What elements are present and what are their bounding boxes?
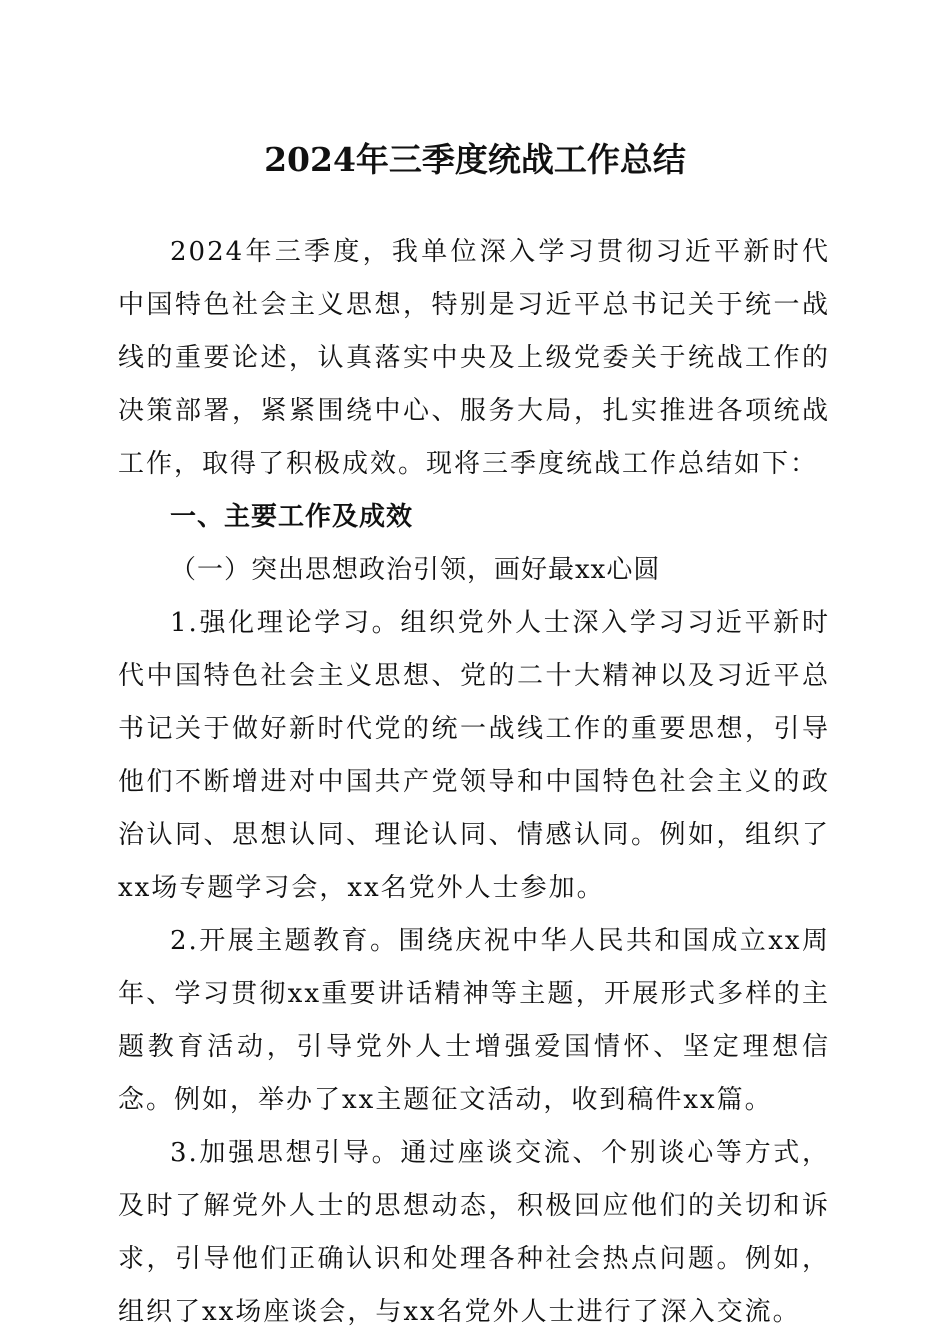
intro-paragraph: 2024年三季度，我单位深入学习贯彻习近平新时代中国特色社会主义思想，特别是习近平总书记关于统一战线的重要论述，认真落实中央及上级党委关于统战工作的决策部署，紧紧围绕中心、服务大局，扎实推进各项统战工作，取得了积极成效。现将三季度统战工作总结如下： — [118, 237, 830, 479]
item-paragraph-3: 3.加强思想引导。通过座谈交流、个别谈心等方式，及时了解党外人士的思想动态，积极回应他们的关切和诉求，引导他们正确认识和处理各种社会热点问题。例如，组织了xx场座谈会，与xx名党外人士进行了深入交流。 — [118, 1138, 830, 1327]
subsection-heading: （一）突出思想政治引领，画好最xx心圆 — [170, 555, 661, 585]
document-body — [118, 226, 830, 1339]
section-heading: 一、主要工作及成效 — [170, 502, 414, 532]
item-paragraph-2: 2.开展主题教育。围绕庆祝中华人民共和国成立xx周年、学习贯彻xx重要讲话精神等主题，开展形式多样的主题教育活动，引导党外人士增强爱国情怀、坚定理想信念。例如，举办了xx主题征文活动，收到稿件xx篇。 — [118, 926, 830, 1115]
item-paragraph-1: 1.强化理论学习。组织党外人士深入学习习近平新时代中国特色社会主义思想、党的二十大精神以及习近平总书记关于做好新时代党的统一战线工作的重要思想，引导他们不断增进对中国共产党领导和中国特色社会主义的政治认同、思想认同、理论认同、情感认同。例如，组织了xx场专题学习会，xx名党外人士参加。 — [118, 608, 830, 903]
document-title: 2024年三季度统战工作总结 — [264, 140, 686, 179]
